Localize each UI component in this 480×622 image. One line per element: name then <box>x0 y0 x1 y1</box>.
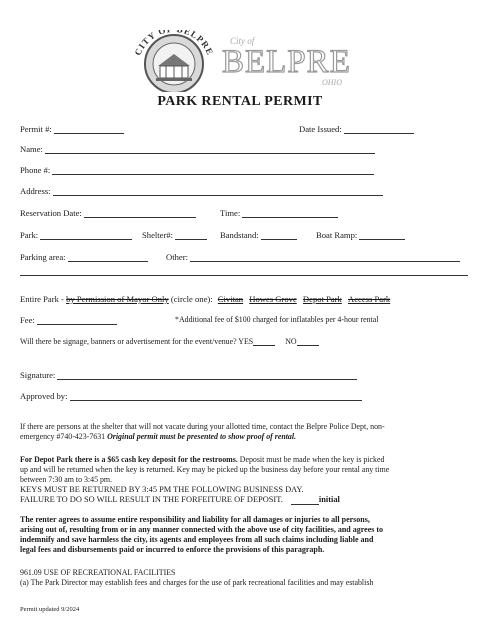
parking-area-label: Parking area: <box>20 252 66 262</box>
approved-row <box>20 391 362 401</box>
ordinance-title: 961.09 USE OF RECREATIONAL FACILITIES <box>20 568 176 577</box>
depot-deposit-rest: Deposit must be made when the key is picked <box>239 455 385 464</box>
logo-small-bottom: OHIO <box>322 78 342 87</box>
permission-text: by Permission of Mayor Only <box>66 294 169 304</box>
signature-row <box>20 370 357 380</box>
shelter-row <box>142 230 207 240</box>
parking-area-row <box>20 252 148 262</box>
signature-label: Signature: <box>20 370 56 380</box>
signage-yes-label: YES <box>238 337 254 346</box>
depot-paragraph <box>20 455 472 505</box>
permit-row <box>20 124 124 134</box>
proof-of-rental: Original permit must be presented to show proof of rental. <box>107 432 297 441</box>
keys-line-2 <box>20 495 472 505</box>
fee-input-line[interactable] <box>37 315 117 325</box>
approved-input-line[interactable] <box>70 391 362 401</box>
permit-updated-footer: Permit updated 9/2024 <box>20 606 80 613</box>
police-paragraph <box>20 422 470 442</box>
option-access-park[interactable]: Access Park <box>347 294 391 304</box>
reservation-date-row <box>20 208 196 218</box>
police-phone: emergency #740-423-7631 <box>20 432 106 441</box>
liability-line-2: arising out of, resulting from or in any manner connected with the above use of city facilities, and agrees to <box>20 525 384 534</box>
liability-line-3: indemnify and save harmless the city, its agents and employees from all such claims including liable and <box>20 535 374 544</box>
boat-ramp-input-line[interactable] <box>359 230 405 240</box>
permit-label: Permit #: <box>20 124 52 134</box>
phone-row <box>20 165 374 175</box>
signage-yes-line[interactable] <box>253 336 275 346</box>
signage-no-label: NO <box>285 337 297 346</box>
inflatable-note: *Additional fee of $100 charged for inflatables per 4-hour rental <box>175 315 379 324</box>
name-row <box>20 144 375 154</box>
bandstand-row <box>220 230 297 240</box>
parking-area-input-line[interactable] <box>68 252 148 262</box>
entire-park-row <box>20 294 390 304</box>
signage-question: Will there be signage, banners or advertisement for the event/venue? <box>20 337 237 346</box>
logo-main: BELPRE <box>222 44 351 80</box>
depot-line-3: between 7:30 am to 3:45 pm. <box>20 475 113 484</box>
keys-line-1: KEYS MUST BE RETURNED BY 3:45 PM THE FOLLOWING BUSINESS DAY. <box>20 485 304 494</box>
time-input-line[interactable] <box>242 208 338 218</box>
other-input-line[interactable] <box>190 252 460 262</box>
seal-text: CITY O ELPRE <box>132 30 216 58</box>
park-row <box>20 230 132 240</box>
signature-input-line[interactable] <box>57 370 357 380</box>
phone-input-line[interactable] <box>52 165 374 175</box>
address-input-line[interactable] <box>53 186 383 196</box>
signage-row <box>20 336 319 346</box>
ordinance-a: (a) The Park Director may establish fees and charges for the use of park recreational facilities and may establish <box>20 578 374 587</box>
page-title: PARK RENTAL PERMIT <box>157 94 323 109</box>
entire-park-lead: Entire Park - <box>20 294 64 304</box>
time-label: Time: <box>220 208 241 218</box>
option-civitan[interactable]: Civitan <box>217 294 244 304</box>
option-depot-park[interactable]: Depot Park <box>302 294 342 304</box>
boat-ramp-row <box>316 230 405 240</box>
date-issued-label: Date Issued: <box>299 124 342 134</box>
liability-paragraph <box>20 515 472 555</box>
name-label: Name: <box>20 144 43 154</box>
signage-no-line[interactable] <box>297 336 319 346</box>
depot-line-2: up and will be returned when the key is returned. Key may be picked up the business day before your rental any time <box>20 465 390 474</box>
option-howes-grove[interactable]: Howes Grove <box>249 294 297 304</box>
address-row <box>20 186 383 196</box>
police-line-1: If there are persons at the shelter that will not vacate during your allotted time, contact the Belpre Police Dept, non- <box>20 422 385 431</box>
initial-label: initial <box>318 495 340 504</box>
fee-row <box>20 315 117 325</box>
phone-label: Phone #: <box>20 165 51 175</box>
circle-instruction: (circle one): <box>170 294 213 304</box>
ordinance-section <box>20 568 472 588</box>
other-row <box>166 252 460 262</box>
liability-line-1: The renter agrees to assume entire responsibility and liability for all damages or injuries to all persons, <box>20 515 370 524</box>
address-label: Address: <box>20 186 51 196</box>
depot-line-1 <box>20 455 472 465</box>
shelter-input-line[interactable] <box>175 230 207 240</box>
other-label: Other: <box>166 252 188 262</box>
reservation-date-input-line[interactable] <box>84 208 196 218</box>
logo-small-top: City of <box>230 36 255 46</box>
blank-line[interactable] <box>20 275 468 276</box>
time-row <box>220 208 338 218</box>
bandstand-label: Bandstand: <box>220 230 259 240</box>
bandstand-input-line[interactable] <box>261 230 297 240</box>
permit-input-line[interactable] <box>54 124 124 134</box>
approved-label: Approved by: <box>20 391 68 401</box>
reservation-date-label: Reservation Date: <box>20 208 82 218</box>
police-line-2 <box>20 432 470 442</box>
shelter-label: Shelter#: <box>142 230 174 240</box>
park-label: Park: <box>20 230 39 240</box>
keys-line-2-text: FAILURE TO DO SO WILL RESULT IN THE FORFEITURE OF DEPOSIT. <box>20 495 283 504</box>
initial-input-line[interactable] <box>291 496 319 505</box>
depot-deposit-bold: For Depot Park there is a $65 cash key deposit for the restrooms. <box>20 455 238 464</box>
park-input-line[interactable] <box>40 230 132 240</box>
name-input-line[interactable] <box>45 144 375 154</box>
fee-label: Fee: <box>20 315 35 325</box>
boat-ramp-label: Boat Ramp: <box>316 230 358 240</box>
date-issued-input-line[interactable] <box>344 124 414 134</box>
date-issued-row <box>299 124 414 134</box>
liability-line-4: legal fees and disbursements paid or incurred to enforce the provisions of this paragraph. <box>20 545 325 554</box>
